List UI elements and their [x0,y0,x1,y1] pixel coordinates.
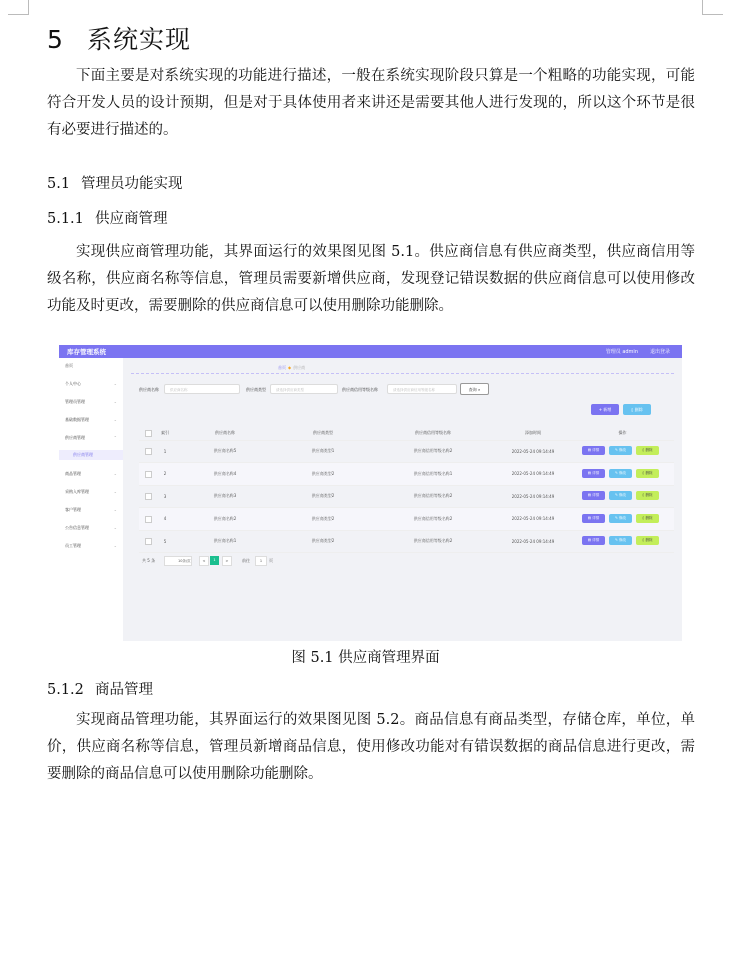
chevron-down-icon: ⌄ [113,525,117,530]
sidebar-item-customer[interactable]: 客户管理 ⌄ [65,507,117,512]
cell-type: 供应商类型2 [311,470,335,476]
sidebar-item-admin[interactable]: 管理员管理 ⌄ [65,399,117,404]
cell-name: 供应商名称2 [213,515,237,521]
table-header [139,425,674,441]
cell-name: 供应商名称5 [213,448,237,453]
cell-type: 供应商类型2 [311,515,335,521]
chevron-up-icon: ⌃ [113,435,117,440]
filter-level-label: 供应商信用等级名称 [342,387,378,392]
sidebar-item-goods[interactable]: 商品管理 ⌄ [65,471,117,476]
section-5-1-1-heading [47,207,168,228]
breadcrumb-divider [131,373,674,374]
section-5-1-2-heading [47,678,153,699]
sidebar-item-supplier-group[interactable]: 供应商管理 ⌃ [65,435,117,440]
row-checkbox[interactable] [145,516,152,523]
page-size-select[interactable]: 10条/页 [164,556,192,566]
sidebar-item-purchase[interactable]: 采购入库管理 ⌄ [65,489,117,494]
goto-label: 前往 [242,558,250,563]
detail-icon: ▤ [587,538,592,542]
cell-index: 5 [163,538,167,544]
cell-name: 供应商名称1 [213,538,237,543]
row-checkbox[interactable] [145,493,152,500]
cell-name: 供应商名称4 [213,470,237,476]
cell-index: 1 [163,448,167,454]
cell-level: 供应商信用等级名称2 [413,448,453,453]
goods-paragraph: 实现商品管理功能，其界面运行的效果图见图 5.2。商品信息有商品类型，存储仓库，单位，单价，供应商名称等信息，管理员新增商品信息，使用修改功能对有错误数据的商品信息进行更改，需要删除的商品信息可以使用删除功能删除。 [47,712,695,782]
filter-name-label: 供应商名称 [139,387,159,392]
col-index: 索引 [161,429,169,435]
edit-button[interactable]: ✎ 修改 [609,446,632,455]
cell-type: 供应商类型2 [311,538,335,543]
bread-separator-icon: ◆ [288,365,292,370]
delete-button[interactable]: ▯ 删除 [636,469,659,478]
section-number: 5.1.1 [47,211,84,227]
detail-button[interactable]: ▤ 详情 [582,469,605,478]
figure-screenshot [59,345,682,641]
edit-button[interactable]: ✎ 修改 [609,536,632,545]
trash-icon: ▯ [642,470,645,475]
current-page[interactable]: 1 [210,556,219,565]
supplier-level-select[interactable]: 请选择供应商信用等级名称 [387,384,457,394]
edit-icon: ✎ [614,448,618,452]
cell-level: 供应商信用等级名称2 [413,515,453,521]
col-level[interactable]: 供应商信用等级名称 [415,429,451,435]
cell-type: 供应商类型2 [311,493,335,498]
cell-time: 2022-05-24 09:14:49 [511,516,555,521]
edit-icon: ✎ [614,470,618,475]
current-user: 管理员 admin [605,349,638,355]
prev-page-button[interactable]: < [199,556,209,566]
detail-icon: ▤ [587,515,592,520]
supplier-name-input[interactable]: 供应商名称 [164,384,240,394]
detail-icon: ▤ [587,470,592,475]
cell-name: 供应商名称3 [213,493,237,498]
col-name[interactable]: 供应商名称 [215,429,235,435]
section-number: 5.1.2 [47,682,84,698]
app-title: 库存管理系统 [67,348,106,356]
edit-icon: ✎ [614,493,618,497]
bulk-delete-button[interactable]: ▯ 删除 [623,404,651,415]
detail-icon: ▤ [587,493,592,497]
chevron-down-icon: ⌄ [113,543,117,548]
breadcrumb-home[interactable]: 首页 [278,365,286,370]
supplier-paragraph: 实现供应商管理功能，其界面运行的效果图见图 5.1。供应商信息有供应商类型，供应商信用等级名称，供应商名称等信息，管理员需要新增供应商，发现登记错误数据的供应商信息可以使用修改功能及时更改，需要删除的供应商信息可以使用删除功能删除。 [47,244,695,314]
edit-icon: ✎ [614,515,618,520]
goto-page-input[interactable]: 1 [255,556,267,566]
detail-button[interactable]: ▤ 详情 [582,491,605,500]
intro-paragraph: 下面主要是对系统实现的功能进行描述，一般在系统实现阶段只算是一个粗略的功能实现，可能符合开发人员的设计预期，但是对于具体使用者来讲还是需要其他人进行发现的，所以这个环节是很有必要进行描述的。 [47,68,695,138]
page-corner-mark-left [8,0,29,15]
detail-button[interactable]: ▤ 详情 [582,446,605,455]
trash-icon: ▯ [642,515,645,520]
chevron-down-icon: ⌄ [113,471,117,476]
table-row [139,463,674,486]
chevron-down-icon: ⌄ [113,399,117,404]
filter-type-label: 供应商类型 [246,387,266,392]
page-corner-mark-right [702,0,723,15]
cell-time: 2022-05-24 09:14:49 [511,493,555,499]
add-button[interactable]: + 新增 [591,404,619,415]
sidebar-item-home[interactable]: 首页 [65,363,73,368]
trash-icon: ▯ [631,407,634,412]
edit-button[interactable]: ✎ 修改 [609,514,632,523]
cell-index: 3 [163,493,167,499]
table-row [139,530,674,553]
sidebar-item-profile[interactable]: 个人中心 ⌄ [65,381,117,386]
search-icon: ⌕ [478,387,481,392]
edit-button[interactable]: ✎ 修改 [609,491,632,500]
sidebar-item-supplier[interactable]: 供应商管理 [59,450,123,460]
trash-icon: ▯ [642,493,645,497]
sidebar-item-staff[interactable]: 员工管理 ⌄ [65,543,117,548]
chevron-down-icon: ⌄ [113,381,117,386]
section-number: 5.1 [47,176,71,192]
delete-button[interactable]: ▯ 删除 [636,491,659,500]
cell-type: 供应商类型1 [311,448,335,453]
col-actions: 操作 [618,429,627,435]
select-all-checkbox[interactable] [145,430,152,437]
edit-button[interactable]: ✎ 修改 [609,469,632,478]
section-title: 商品管理 [95,682,153,698]
chapter-number: 5 [47,25,64,54]
app-topbar [59,345,682,358]
figure-caption: 图 5.1 供应商管理界面 [291,650,440,666]
cell-level: 供应商信用等级名称2 [413,493,453,498]
trash-icon: ▯ [642,448,645,452]
delete-button[interactable]: ▯ 删除 [636,514,659,523]
chapter-heading [47,20,191,56]
detail-button[interactable]: ▤ 详情 [582,536,605,545]
table-row [139,508,674,531]
breadcrumb-current: 供应商 [293,365,306,370]
trash-icon: ▯ [642,538,645,542]
chevron-down-icon: ⌄ [113,417,117,422]
sidebar-item-basic-data[interactable]: 基础数据管理 ⌄ [65,417,117,422]
col-type[interactable]: 供应商类型 [313,429,333,435]
next-page-button[interactable]: > [222,556,232,566]
chevron-down-icon: ⌄ [113,507,117,512]
chapter-title: 系统实现 [87,25,192,54]
cell-index: 4 [163,516,167,521]
chevron-down-icon: ⌄ [113,489,117,494]
pager-total: 共 5 条 [142,558,156,563]
cell-index: 2 [163,471,167,476]
cell-time: 2022-05-24 09:14:49 [511,538,555,544]
detail-button[interactable]: ▤ 详情 [582,514,605,523]
cell-time: 2022-05-24 09:14:49 [511,448,555,454]
cell-level: 供应商信用等级名称2 [413,538,453,543]
breadcrumb [278,365,305,371]
col-time[interactable]: 添加时间 [525,429,541,435]
section-5-1-heading [47,172,183,193]
logout-link[interactable]: 退出登录 [649,349,670,355]
sidebar-item-notice[interactable]: 公告信息管理 ⌄ [65,525,117,530]
goto-unit: 页 [269,558,273,563]
edit-icon: ✎ [614,538,618,542]
section-title: 供应商管理 [95,211,168,227]
table-row [139,485,674,508]
row-checkbox[interactable] [145,448,152,455]
sidebar [59,358,123,641]
cell-time: 2022-05-24 09:14:49 [511,471,555,476]
row-checkbox[interactable] [145,471,152,478]
detail-icon: ▤ [587,448,592,452]
section-title: 管理员功能实现 [81,176,183,192]
delete-button[interactable]: ▯ 删除 [636,446,659,455]
row-checkbox[interactable] [145,538,152,545]
delete-button[interactable]: ▯ 删除 [636,536,659,545]
query-button[interactable]: 查询 ⌕ [460,383,489,395]
cell-level: 供应商信用等级名称1 [413,470,453,476]
table-row [139,440,674,463]
supplier-type-select[interactable]: 请选择供应商类型 [270,384,338,394]
